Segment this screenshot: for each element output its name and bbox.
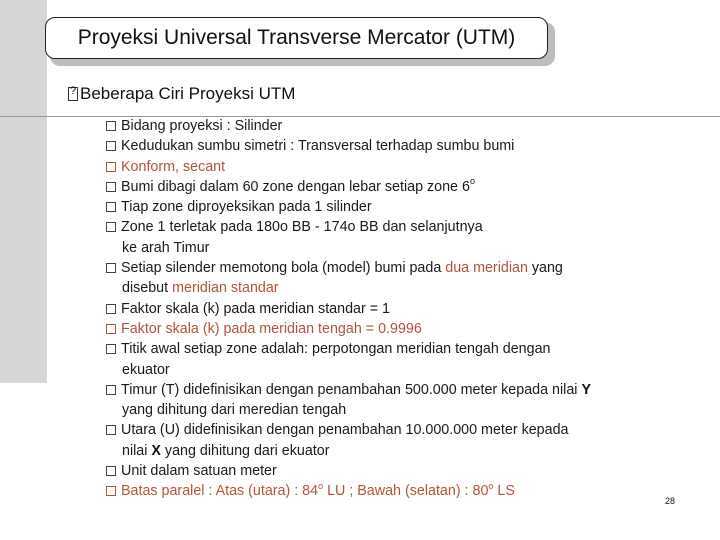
checkbox-bullet-icon — [106, 141, 116, 151]
list-item-segment: yang — [527, 260, 563, 277]
list-item-text: Kedudukan sumbu simetri : Transversal terhadap sumbu bumi — [121, 138, 515, 155]
list-item-segment: Timur (T) didefinisikan dengan penambahan 500.000 meter kepada nilai — [121, 381, 582, 398]
variable-y: Y — [581, 381, 591, 398]
degree-mark: o — [469, 176, 475, 187]
checkbox-bullet-icon — [106, 263, 116, 273]
list-item — [106, 258, 676, 278]
list-item-text — [121, 380, 591, 400]
degree-mark: o — [488, 480, 494, 491]
list-item — [106, 461, 676, 481]
list-item-segment: disebut — [122, 280, 173, 297]
list-item-segment: LU ; Bawah (selatan) : 80 — [323, 483, 489, 500]
list-item-segment: Batas paralel : Atas (utara) : 84 — [121, 483, 319, 500]
list-item-text — [121, 481, 515, 501]
list-item-text: Unit dalam satuan meter — [121, 463, 277, 480]
subtitle — [68, 84, 295, 104]
list-item — [106, 481, 676, 501]
subtitle-text: Beberapa Ciri Proyeksi UTM — [80, 84, 296, 103]
checkbox-bullet-icon — [106, 324, 116, 334]
list-item-segment: yang dihitung dari ekuator — [160, 442, 330, 459]
list-item-text: Faktor skala (k) pada meridian standar = 1 — [121, 300, 390, 317]
checkbox-bullet-icon — [106, 182, 116, 192]
list-item-continuation: ekuator — [122, 361, 170, 378]
list-item-text — [121, 177, 475, 197]
list-item — [106, 299, 676, 319]
list-item-text: Faktor skala (k) pada meridian tengah = 0.9996 — [121, 320, 422, 337]
slide-title: Proyeksi Universal Transverse Mercator (UTM) — [77, 26, 516, 49]
list-item-text: Konform, secant — [121, 158, 226, 175]
list-item — [106, 197, 676, 217]
missing-glyph-icon — [68, 87, 78, 101]
list-item-segment: Setiap silender memotong bola (model) bumi pada — [121, 260, 446, 277]
list-item-text: Utara (U) didefinisikan dengan penambahan 10.000.000 meter kepada — [121, 422, 569, 439]
checkbox-bullet-icon — [106, 466, 116, 476]
list-item — [106, 136, 676, 156]
list-item-continuation: yang dihitung dari meredian tengah — [122, 402, 347, 419]
checkbox-bullet-icon — [106, 486, 116, 496]
checkbox-bullet-icon — [106, 385, 116, 395]
checkbox-bullet-icon — [106, 344, 116, 354]
list-item-text: Zone 1 terletak pada 180o BB - 174o BB dan selanjutnya — [121, 219, 483, 236]
page-number: 28 — [665, 496, 676, 506]
list-item-segment: Bumi dibagi dalam 60 zone dengan lebar setiap zone 6 — [121, 178, 470, 195]
list-item — [106, 319, 676, 339]
list-item-continuation — [106, 441, 676, 461]
title-box — [45, 17, 548, 59]
checkbox-bullet-icon — [106, 202, 116, 212]
checkbox-bullet-icon — [106, 162, 116, 172]
checkbox-bullet-icon — [106, 222, 116, 232]
list-item — [106, 177, 676, 197]
list-item-text: Bidang proyeksi : Silinder — [121, 118, 283, 134]
highlight-text: dua meridian — [445, 260, 528, 277]
list-item — [106, 380, 676, 400]
list-item-continuation — [106, 278, 676, 298]
bullet-list — [106, 116, 676, 502]
list-item-text: Tiap zone diproyeksikan pada 1 silinder — [121, 199, 372, 216]
list-item — [106, 116, 676, 136]
degree-mark: o — [318, 480, 324, 491]
list-item — [106, 339, 676, 359]
checkbox-bullet-icon — [106, 425, 116, 435]
checkbox-bullet-icon — [106, 304, 116, 314]
list-item-segment: nilai — [122, 442, 152, 459]
sidebar-decoration — [0, 0, 47, 383]
list-item-text — [121, 258, 563, 278]
list-item-text: Titik awal setiap zone adalah: perpotongan meridian tengah dengan — [121, 341, 551, 358]
list-item — [106, 217, 676, 237]
highlight-text: meridian standar — [172, 280, 279, 297]
list-item-segment: LS — [493, 483, 515, 500]
list-item — [106, 157, 676, 177]
list-item — [106, 420, 676, 440]
variable-x: X — [151, 442, 161, 459]
checkbox-bullet-icon — [106, 121, 116, 131]
list-item-continuation: ke arah Timur — [122, 239, 210, 256]
